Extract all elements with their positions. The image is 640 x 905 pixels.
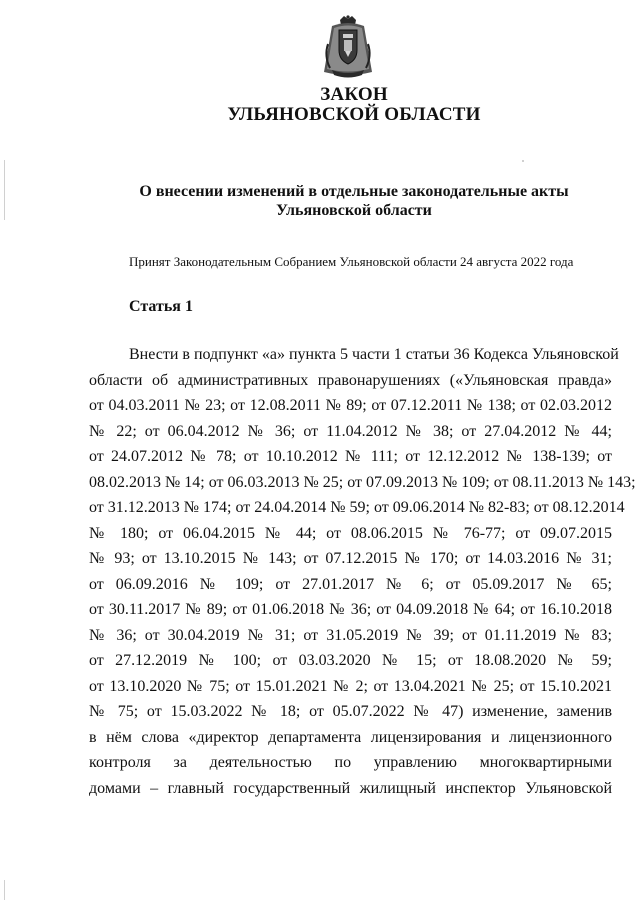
body-line: № 75; от 15.03.2022 № 18; от 05.07.2022 № 47) изменение, заменив: [89, 703, 612, 720]
body-line: от 24.07.2012 № 78; от 10.10.2012 № 111; от 12.12.2012 № 138-139; от: [89, 448, 612, 465]
law-title: ЗАКОН: [320, 84, 388, 105]
adoption-note: Принят Законодательным Собранием Ульяновской области 24 августа 2022 года: [129, 254, 574, 269]
body-line: № 93; от 13.10.2015 № 143; от 07.12.2015 № 170; от 14.03.2016 № 31;: [89, 550, 612, 567]
body-line: от 27.12.2019 № 100; от 03.03.2020 № 15; от 18.08.2020 № 59;: [89, 652, 612, 669]
scan-artifact: [4, 880, 5, 900]
article-heading: Статья 1: [129, 298, 193, 315]
body-line: от 04.03.2011 № 23; от 12.08.2011 № 89; от 07.12.2011 № 138; от 02.03.2012: [89, 397, 612, 414]
body-line: № 180; от 06.04.2015 № 44; от 08.06.2015 № 76-77; от 09.07.2015: [89, 524, 612, 542]
body-line: Внести в подпункт «а» пункта 5 части 1 статьи 36 Кодекса Ульяновской: [129, 346, 619, 363]
body-line: контроля за деятельностью по управлению многоквартирными: [89, 754, 612, 771]
body-line: домами – главный государственный жилищный инспектор Ульяновской: [89, 779, 612, 797]
ulyanovsk-coat-of-arms-icon: [318, 14, 378, 80]
body-line: в нём слова «директор департамента лицензирования и лицензионного: [89, 728, 612, 746]
scan-artifact: [4, 160, 5, 220]
law-subject-line-1: О внесении изменений в отдельные законодательные акты: [139, 183, 569, 200]
body-line: от 31.12.2013 № 174; от 24.04.2014 № 59; от 09.06.2014 № 82-83; от 08.12.2014: [89, 499, 625, 516]
body-line: № 22; от 06.04.2012 № 36; от 11.04.2012 № 38; от 27.04.2012 № 44;: [89, 422, 612, 440]
body-line: от 06.09.2016 № 109; от 27.01.2017 № 6; от 05.09.2017 № 65;: [89, 575, 612, 593]
law-subject-line-2: Ульяновской области: [276, 202, 432, 219]
body-line: 08.02.2013 № 14; от 06.03.2013 № 25; от 07.09.2013 № 109; от 08.11.2013 № 143;: [89, 473, 636, 491]
body-line: № 36; от 30.04.2019 № 31; от 31.05.2019 № 39; от 01.11.2019 № 83;: [89, 626, 612, 644]
law-region-title: УЛЬЯНОВСКОЙ ОБЛАСТИ: [227, 104, 481, 125]
article-body: [89, 342, 636, 801]
body-line: от 30.11.2017 № 89; от 01.06.2018 № 36; от 04.09.2018 № 64; от 16.10.2018: [89, 601, 612, 618]
body-line: от 13.10.2020 № 75; от 15.01.2021 № 2; от 13.04.2021 № 25; от 15.10.2021: [89, 677, 612, 695]
scan-artifact: [522, 160, 524, 162]
body-line: области об административных правонарушениях («Ульяновская правда»: [89, 371, 612, 389]
